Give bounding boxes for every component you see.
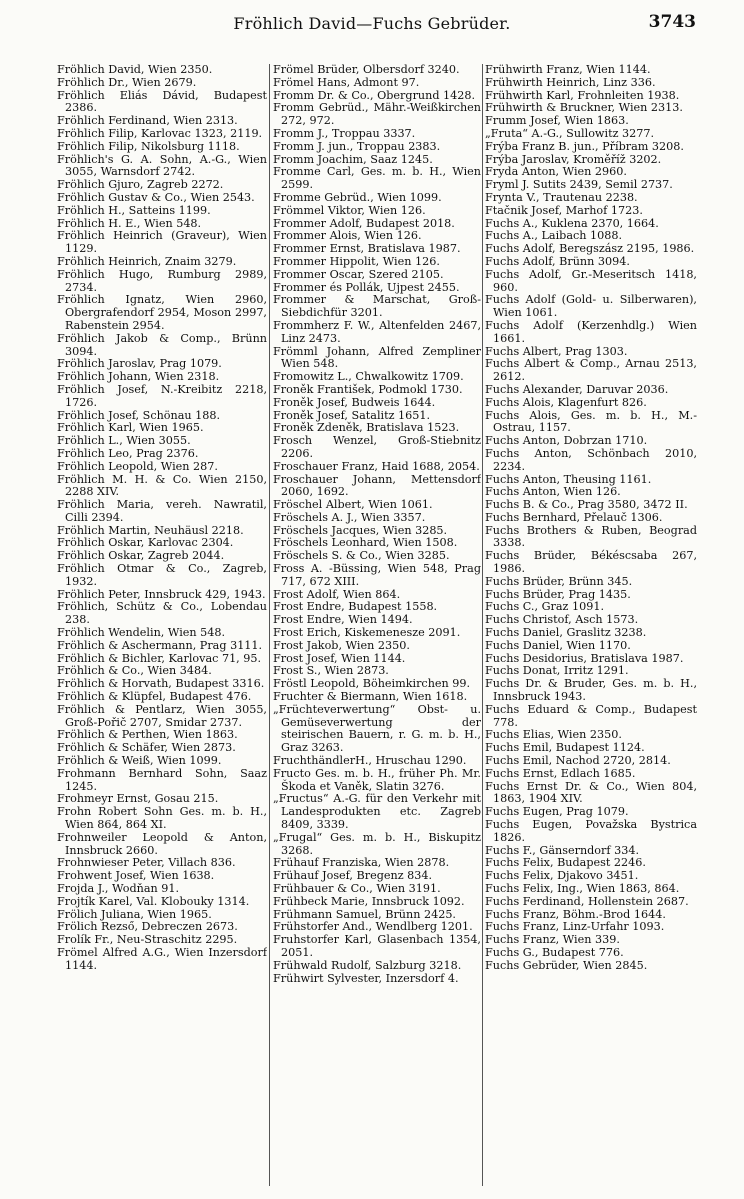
directory-entry: Frost Jakob, Wien 2350. <box>273 638 410 652</box>
directory-entry: Fröhlich Martin, Neuhäusl 2218. <box>57 523 244 537</box>
directory-entry: Fröhlich Peter, Innsbruck 429, 1943. <box>57 587 266 601</box>
directory-entry: Fröstl Leopold, Böheimkirchen 99. <box>273 677 471 691</box>
directory-entry: Frömel Brüder, Olbersdorf 3240. <box>273 64 460 76</box>
directory-entry: Frühwirth & Bruckner, Wien 2313. <box>485 101 683 115</box>
directory-entry: Fröhlich Leo, Prag 2376. <box>57 446 199 460</box>
directory-entry: Fuchs Ernst Dr. & Co., Wien 804, 1863, 1904 XIV. <box>485 779 697 806</box>
directory-entry: Frost Erich, Kiskemenesze 2091. <box>273 626 461 640</box>
directory-entry: Froněk Josef, Satalitz 1651. <box>273 408 431 422</box>
directory-entry: Fuchs Anton, Wien 126. <box>485 485 621 499</box>
directory-entry: Fuchs Adolf, Beregszász 2195, 1986. <box>485 242 695 256</box>
directory-entry: Fröhlich Ferdinand, Wien 2313. <box>57 114 238 128</box>
directory-entry: Frommer Oscar, Szered 2105. <box>273 267 444 281</box>
directory-entry: Frost Josef, Wien 1144. <box>273 651 406 665</box>
directory-entry: Frühwirth Franz, Wien 1144. <box>485 64 651 76</box>
directory-entry: Frost S., Wien 2873. <box>273 664 389 678</box>
directory-entry: Fuchs A., Laibach 1088. <box>485 229 623 243</box>
directory-entry: Frojda J., Wodňan 91. <box>57 882 180 895</box>
directory-entry: Frohwent Josef, Wien 1638. <box>57 869 215 883</box>
directory-entry: Fuchs Felix, Djakovo 3451. <box>485 869 639 883</box>
directory-entry: Frohmann Bernhard Sohn, Saaz 1245. <box>57 766 267 793</box>
directory-entry: Fröhlich & Aschermann, Prag 3111. <box>57 638 263 652</box>
directory-entry: Frömmel Viktor, Wien 126. <box>273 203 426 217</box>
directory-entry: Fröhlich H. E., Wien 548. <box>57 216 202 230</box>
directory-entry: Fuchs A., Kuklena 2370, 1664. <box>485 216 659 230</box>
directory-entry: Fröhlich & Weiß, Wien 1099. <box>57 754 222 768</box>
directory-entry: Fröhlich Ignatz, Wien 2960, Obergrafendorf 2954, Moson 2997, Rabenstein 2954. <box>57 293 267 332</box>
directory-entry: Fuchs Anton, Dobrzan 1710. <box>485 434 648 448</box>
directory-entry: Fröhlich H., Satteins 1199. <box>57 203 211 217</box>
directory-entry: Fröhlich & Bichler, Karlovac 71, 95. <box>57 651 262 665</box>
directory-entry: Fröschels Jacques, Wien 3285. <box>273 523 448 537</box>
directory-column-2 <box>273 64 481 1188</box>
directory-entry: Frojtík Karel, Val. Klobouky 1314. <box>57 894 250 908</box>
running-title: Fröhlich David—Fuchs Gebrüder. <box>233 14 511 33</box>
directory-entry: Frühmann Samuel, Brünn 2425. <box>273 907 456 921</box>
directory-entry: Frommer Alois, Wien 126. <box>273 229 422 243</box>
directory-entry: Fromowitz L., Chwalkowitz 1709. <box>273 370 464 384</box>
directory-entry: Frolík Fr., Neu-Straschitz 2295. <box>57 933 238 947</box>
directory-entry: Fuchs Alois, Ges. m. b. H., M.-Ostrau, 1157. <box>485 408 697 435</box>
directory-entry: Fröhlich Josef, Schönau 188. <box>57 408 221 422</box>
directory-entry: Frommherz F. W., Altenfelden 2467, Linz 2473. <box>273 318 481 345</box>
directory-entry: Fuchs Alois, Klagenfurt 826. <box>485 395 647 409</box>
directory-entry: Frühbauer & Co., Wien 3191. <box>273 882 441 895</box>
directory-entry: Fröhlich Gjuro, Zagreb 2272. <box>57 178 224 192</box>
directory-entry: „Fructus“ A.-G. für den Verkehr mit Landesprodukten etc. Zagreb 8409, 3339. <box>273 792 481 832</box>
directory-entry: Fructo Ges. m. b. H., früher Ph. Mr. Škoda et Vaněk, Slatin 3276. <box>273 766 481 793</box>
directory-entry: Fuchs Adolf (Kerzenhdlg.) Wien 1661. <box>485 318 697 345</box>
directory-entry: Fröschels A. J., Wien 3357. <box>273 510 426 524</box>
page-header <box>0 0 744 44</box>
directory-entry: Fuchs Brüder, Prag 1435. <box>485 587 631 601</box>
directory-entry: „Früchteverwertung“ Obst- u. Gemüseverwertung der steirischen Bauern, r. G. m. b. H., Graz 3263. <box>273 702 481 755</box>
directory-entry: Fuchs B. & Co., Prag 3580, 3472 II. <box>485 498 688 512</box>
directory-entry: Frost Adolf, Wien 864. <box>273 587 401 601</box>
directory-entry: Fuchs Brüder, Brünn 345. <box>485 574 633 588</box>
directory-entry: Fruchter & Biermann, Wien 1618. <box>273 690 468 704</box>
directory-entry: Fuchs Gebrüder, Wien 2845. <box>485 958 648 972</box>
directory-entry: Frölich Rezső, Debreczen 2673. <box>57 920 238 934</box>
directory-entry: Fromm J., Troppau 3337. <box>273 126 416 140</box>
directory-entry: Frohnwieser Peter, Villach 836. <box>57 856 236 870</box>
directory-entry: Frýba Franz B. jun., Příbram 3208. <box>485 139 684 153</box>
directory-entry: „Fruta“ A.-G., Sullowitz 3277. <box>485 126 655 140</box>
directory-column-1 <box>57 64 267 1188</box>
directory-entry: Frommer & Marschat, Groß-Siebdichfür 3201. <box>273 293 481 320</box>
directory-entry: Frommer Adolf, Budapest 2018. <box>273 216 455 230</box>
directory-entry: FruchthändlerH., Hruschau 1290. <box>273 754 467 768</box>
directory-entry: Fuchs Anton, Theusing 1161. <box>485 472 652 486</box>
directory-entry: Frühwald Rudolf, Salzburg 3218. <box>273 958 462 972</box>
directory-entry: Fröhlich Oskar, Zagreb 2044. <box>57 549 225 563</box>
directory-entry: Fröhlich Heinrich (Graveur), Wien 1129. <box>57 229 267 256</box>
directory-entry: Fröschels S. & Co., Wien 3285. <box>273 549 450 563</box>
directory-entry: Frost Endre, Budapest 1558. <box>273 600 438 614</box>
directory-entry: Frömel Alfred A.G., Wien Inzersdorf 1144. <box>57 945 267 972</box>
directory-entry: Fröhlich Leopold, Wien 287. <box>57 459 218 473</box>
directory-entry: Fuchs Christof, Asch 1573. <box>485 613 639 627</box>
directory-entry: Fuchs Ernst, Edlach 1685. <box>485 766 636 780</box>
directory-entry: Fuchs Eugen, Považska Bystrica 1826. <box>485 818 697 844</box>
directory-entry: Fuchs Franz, Wien 339. <box>485 933 620 947</box>
directory-entry: Fröhlich & Horvath, Budapest 3316. <box>57 677 265 691</box>
directory-entry: Frühwirt Sylvester, Inzersdorf 4. <box>273 971 459 985</box>
directory-entry: Froněk Josef, Budweis 1644. <box>273 395 436 409</box>
directory-column-3 <box>485 64 697 1188</box>
page-number: 3743 <box>648 12 696 32</box>
directory-entry: Fuchs Brüder, Békéscsaba 267, 1986. <box>485 549 697 576</box>
directory-entry: Fuchs Adolf (Gold- u. Silberwaren), Wien 1061. <box>485 293 697 320</box>
directory-entry: Frumm Josef, Wien 1863. <box>485 114 629 128</box>
directory-entry: Frömml Johann, Alfred Zempliner Wien 548. <box>273 344 481 371</box>
directory-entry: Fröhlich David, Wien 2350. <box>57 64 213 76</box>
directory-entry: Fromm Dr. & Co., Obergrund 1428. <box>273 88 476 102</box>
directory-entry: Frühstorfer And., Wendlberg 1201. <box>273 920 473 934</box>
column-rule <box>482 64 483 1186</box>
directory-entry: Fuchs Bernhard, Přelauč 1306. <box>485 510 663 524</box>
directory-entry: Fuchs C., Graz 1091. <box>485 600 604 614</box>
directory-entry: Fröhlich Hugo, Rumburg 2989, 2734. <box>57 267 267 294</box>
directory-entry: Fuchs Felix, Ing., Wien 1863, 864. <box>485 882 680 895</box>
directory-entry: Fröhlich, Schütz & Co., Lobendau 238. <box>57 600 267 627</box>
directory-entry: Fuchs Albert, Prag 1303. <box>485 344 628 358</box>
directory-entry: Fröhlich Josef, N.-Kreibitz 2218, 1726. <box>57 382 267 409</box>
directory-entry: Fuchs Dr. & Bruder, Ges. m. b. H., Innsbruck 1943. <box>485 677 697 704</box>
directory-entry: Fröhlich & Perthen, Wien 1863. <box>57 728 238 742</box>
directory-entry: Fröhlich Gustav & Co., Wien 2543. <box>57 190 255 204</box>
directory-entry: Fröhlich Maria, vereh. Nawratil, Cilli 2394. <box>57 498 267 524</box>
directory-entry: Fuchs Elias, Wien 2350. <box>485 728 622 742</box>
directory-entry: Frölich Juliana, Wien 1965. <box>57 907 212 921</box>
column-rule <box>269 64 270 1186</box>
directory-entry: Fuchs Daniel, Graslitz 3238. <box>485 626 647 640</box>
directory-entry: Fromme Carl, Ges. m. b. H., Wien 2599. <box>273 165 481 192</box>
directory-entry: Frohn Robert Sohn Ges. m. b. H., Wien 864, 864 XI. <box>57 805 267 832</box>
directory-entry: Frohnweiler Leopold & Anton, Innsbruck 2660. <box>57 830 267 857</box>
directory-entry: Fuchs Adolf, Gr.-Meseritsch 1418, 960. <box>485 267 697 294</box>
directory-entry: Frühwirth Karl, Frohnleiten 1938. <box>485 88 680 102</box>
directory-entry: Fröhlich Jakob & Comp., Brünn 3094. <box>57 331 267 358</box>
directory-entry: Frühbeck Marie, Innsbruck 1092. <box>273 894 465 908</box>
directory-entry: Fuchs Alexander, Daruvar 2036. <box>485 382 669 396</box>
directory-entry: Fuchs Ferdinand, Hollenstein 2687. <box>485 894 689 908</box>
directory-entry: Fromm Gebrüd., Mähr.-Weißkirchen 272, 972. <box>273 101 481 128</box>
directory-entry: Fröhlich L., Wien 3055. <box>57 434 191 448</box>
directory-entry: Fryml J. Sutits 2439, Semil 2737. <box>485 178 673 192</box>
directory-entry: Frömel Hans, Admont 97. <box>273 75 420 89</box>
directory-entry: Fuchs Desidorius, Bratislava 1987. <box>485 651 684 665</box>
directory-entry: Fröhlich Heinrich, Znaim 3279. <box>57 254 237 268</box>
directory-entry: Fuchs F., Gänserndorf 334. <box>485 843 640 857</box>
directory-entry: Fröschel Albert, Wien 1061. <box>273 498 433 512</box>
directory-entry: Froschauer Franz, Haid 1688, 2054. <box>273 459 480 473</box>
directory-entry: Fröhlich Dr., Wien 2679. <box>57 75 197 89</box>
directory-entry: Fuchs Felix, Budapest 2246. <box>485 856 646 870</box>
directory-entry: Fromm Joachim, Saaz 1245. <box>273 152 433 166</box>
directory-entry: Fröhlich's G. A. Sohn, A.-G., Wien 3055, Warnsdorf 2742. <box>57 152 267 179</box>
directory-entry: Fuchs Daniel, Wien 1170. <box>485 638 631 652</box>
directory-entry: Fuchs Emil, Nachod 2720, 2814. <box>485 754 671 768</box>
directory-entry: Froněk František, Podmokl 1730. <box>273 382 463 396</box>
directory-entry: Fröhlich & Co., Wien 3484. <box>57 664 212 678</box>
directory-entry: Froněk Zdeněk, Bratislava 1523. <box>273 421 460 435</box>
directory-entry: Fuchs Albert & Comp., Arnau 2513, 2612. <box>485 357 697 384</box>
directory-entry: Fromme Gebrüd., Wien 1099. <box>273 190 442 204</box>
directory-entry: Fröhlich Karl, Wien 1965. <box>57 421 204 435</box>
directory-entry: Fröhlich Johann, Wien 2318. <box>57 370 220 384</box>
directory-entry: Fuchs Eduard & Comp., Budapest 778. <box>485 702 697 729</box>
directory-entry: Fröhlich Otmar & Co., Zagreb, 1932. <box>57 562 267 588</box>
directory-entry: Fröschels Leonhard, Wien 1508. <box>273 536 458 550</box>
directory-entry: Frühauf Josef, Bregenz 834. <box>273 869 433 883</box>
directory-entry: Fryda Anton, Wien 2960. <box>485 165 627 179</box>
directory-entry: Frühwirth Heinrich, Linz 336. <box>485 75 656 89</box>
directory-entry: Frommer Ernst, Bratislava 1987. <box>273 242 461 256</box>
directory-entry: Frýba Jaroslav, Kroměříž 3202. <box>485 152 662 166</box>
directory-entry: Fröhlich Wendelin, Wien 548. <box>57 626 226 640</box>
directory-entry: Fuchs Emil, Budapest 1124. <box>485 741 645 755</box>
directory-entry: Fuchs Franz, Böhm.-Brod 1644. <box>485 907 666 921</box>
directory-entry: Fröhlich Filip, Nikolsburg 1118. <box>57 139 240 153</box>
directory-entry: Froschauer Johann, Mettensdorf 2060, 1692. <box>273 472 481 499</box>
directory-entry: Frühauf Franziska, Wien 2878. <box>273 856 450 870</box>
directory-entry: Fröhlich Jaroslav, Prag 1079. <box>57 357 222 371</box>
directory-entry: Fruhstorfer Karl, Glasenbach 1354, 2051. <box>273 933 481 959</box>
directory-entry: Frosch Wenzel, Groß-Stiebnitz 2206. <box>273 434 481 460</box>
directory-entry: Fuchs Donat, Irritz 1291. <box>485 664 629 678</box>
directory-entry: Fröhlich Oskar, Karlovac 2304. <box>57 536 234 550</box>
directory-entry: Fross A. -Büssing, Wien 548, Prag 717, 672 XIII. <box>273 562 481 588</box>
directory-entry: „Frugal“ Ges. m. b. H., Biskupitz 3268. <box>273 830 481 857</box>
directory-entry: Fuchs Adolf, Brünn 3094. <box>485 254 630 268</box>
directory-entry: Fuchs Eugen, Prag 1079. <box>485 805 629 819</box>
directory-entry: Frommer Hippolit, Wien 126. <box>273 254 440 268</box>
directory-entry: Fromm J. jun., Troppau 2383. <box>273 139 441 153</box>
directory-entry: Fuchs G., Budapest 776. <box>485 945 624 959</box>
directory-entry: Fröhlich M. H. & Co. Wien 2150, 2288 XIV. <box>57 472 267 499</box>
directory-entry: Fröhlich & Schäfer, Wien 2873. <box>57 741 236 755</box>
directory-entry: Frommer és Pollák, Ujpest 2455. <box>273 280 460 294</box>
directory-entry: Fröhlich & Klüpfel, Budapest 476. <box>57 690 252 704</box>
directory-entry: Fuchs Anton, Schönbach 2010, 2234. <box>485 446 697 473</box>
directory-entry: Fröhlich & Pentlarz, Wien 3055, Groß-Pořič 2707, Smidar 2737. <box>57 702 267 729</box>
directory-entry: Frynta V., Trautenau 2238. <box>485 190 638 204</box>
directory-entry: Fuchs Brothers & Ruben, Beograd 3338. <box>485 523 697 550</box>
directory-entry: Fuchs Franz, Linz-Urfahr 1093. <box>485 920 665 934</box>
directory-entry: Frohmeyr Ernst, Gosau 215. <box>57 792 219 806</box>
directory-entry: Frost Endre, Wien 1494. <box>273 613 413 627</box>
directory-entry: Fröhlich Eliás Dávid, Budapest 2386. <box>57 88 267 115</box>
directory-entry: Fröhlich Filip, Karlovac 1323, 2119. <box>57 126 263 140</box>
directory-entry: Ftačnik Josef, Marhof 1723. <box>485 203 643 217</box>
